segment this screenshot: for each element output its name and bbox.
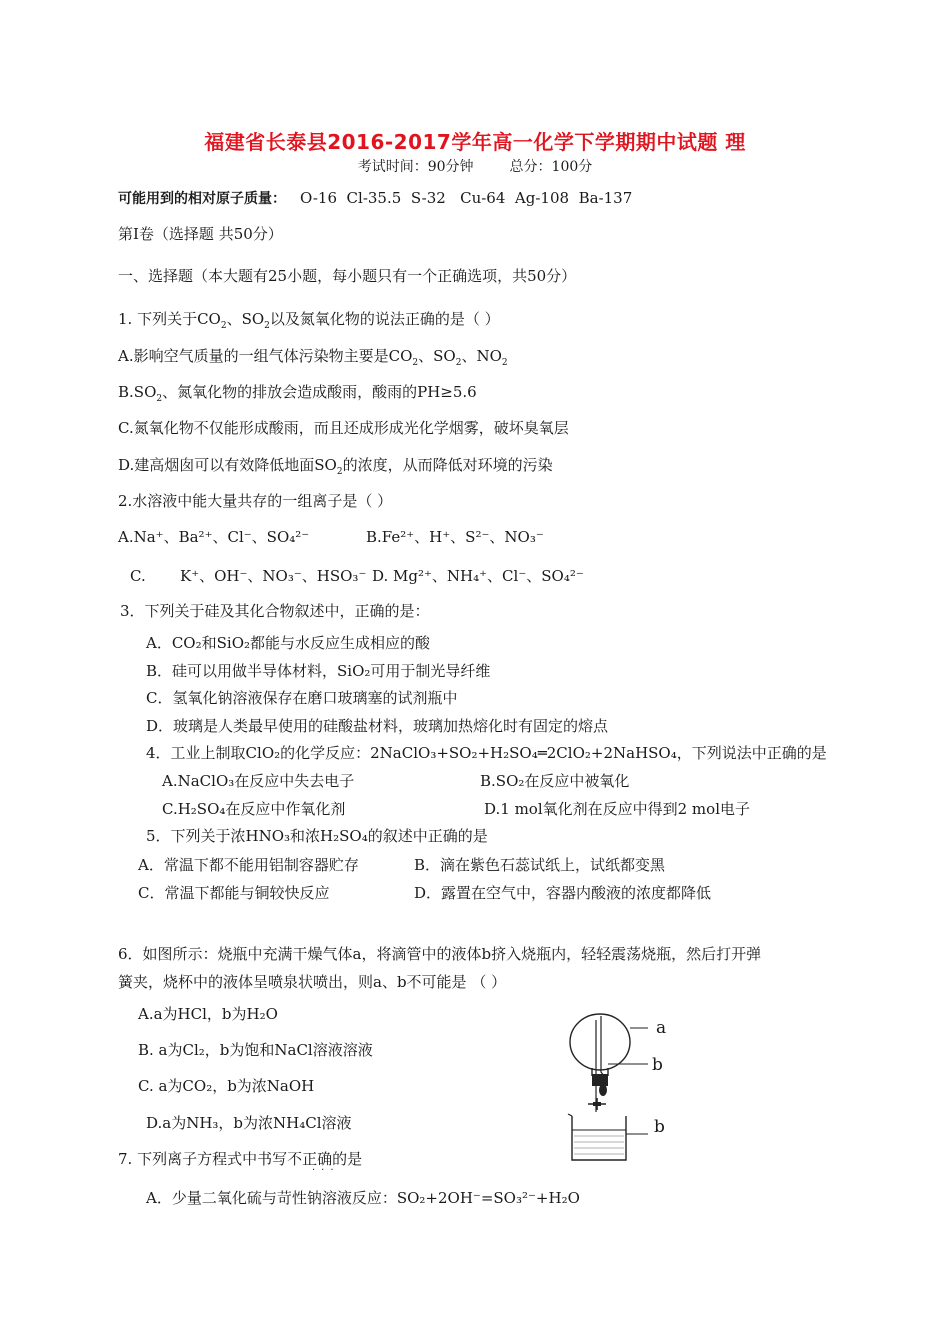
q1-option-a: A.影响空气质量的一组气体污染物主要是$CO_2$、$SO_2$、$NO_2$ [118, 347, 508, 368]
q5-option-a: A．常温下都不能用铝制容器贮存 [138, 856, 359, 874]
q2-option-d: D. Mg²⁺、NH₄⁺、Cl⁻、SO₄²⁻ [372, 567, 584, 585]
figure-label-b-beaker: b [654, 1117, 665, 1137]
volume-heading: 第Ⅰ卷（选择题 共50分） [118, 225, 283, 243]
q4-option-b: B.SO₂在反应中被氧化 [480, 772, 630, 790]
q3-stem: 3．下列关于硅及其化合物叙述中，正确的是： [120, 602, 430, 620]
q2-option-a: A.Na⁺、Ba²⁺、Cl⁻、SO₄²⁻ [118, 528, 310, 546]
q7-stem: 7. 下列离子方程式中书写不正确的是 [118, 1150, 363, 1168]
q6-option-d: D.a为NH₃，b为浓NH₄Cl溶液 [146, 1114, 352, 1132]
q1-option-d: D.建高烟囱可以有效降低地面$SO_2$的浓度，从而降低对环境的污染 [118, 456, 553, 477]
exam-title: 福建省长泰县2016-2017学年高一化学下学期期中试题 理 [204, 130, 746, 154]
q6-stem-line1: 6．如图所示：烧瓶中充满干燥气体a，将滴管中的液体b挤入烧瓶内，轻轻震荡烧瓶，然后打开弹 [118, 945, 762, 963]
atomic-mass-line [118, 188, 632, 209]
q4-stem: 4．工业上制取ClO₂的化学反应：2NaClO₃+SO₂+H₂SO₄═2ClO₂+2NaHSO₄，下列说法中正确的是 [146, 744, 827, 762]
exam-info [0, 156, 950, 176]
figure-label-b-dropper: b [652, 1055, 663, 1075]
q2-option-c-label: C. [130, 567, 146, 585]
total-score: 总分：100分 [509, 159, 593, 175]
q2-option-c: K⁺、OH⁻、NO₃⁻、HSO₃⁻ [180, 567, 367, 585]
q7-option-a: A．少量二氧化硫与苛性钠溶液反应：SO₂+2OH⁻=SO₃²⁻+H₂O [146, 1189, 580, 1207]
q5-option-b: B．滴在紫色石蕊试纸上，试纸都变黑 [414, 856, 666, 874]
q6-option-b: B. a为Cl₂，b为饱和NaCl溶液溶液 [138, 1041, 373, 1059]
q4-option-a: A.NaClO₃在反应中失去电子 [162, 772, 355, 790]
q1-option-c: C.氮氧化物不仅能形成酸雨，而且还成形成光化学烟雾，破坏臭氧层 [118, 419, 569, 437]
q5-option-d: D．露置在空气中，容器内酸液的浓度都降低 [414, 884, 712, 902]
q3-option-b: B．硅可以用做半导体材料，SiO₂可用于制光导纤维 [146, 662, 491, 680]
q6-option-a: A.a为HCl，b为H₂O [138, 1005, 278, 1023]
q6-stem-line2: 簧夹，烧杯中的液体呈喷泉状喷出，则a、b不可能是 （ ） [118, 973, 507, 991]
q4-option-d: D.1 mol氧化剂在反应中得到2 mol电子 [484, 800, 750, 818]
figure-label-a: a [656, 1018, 667, 1038]
part-heading: 一、选择题（本大题有25小题，每小题只有一个正确选项，共50分） [118, 267, 577, 285]
q1-stem: 1. 下列关于$CO_2$、$SO_2$以及氮氧化物的说法正确的是（ ） [118, 310, 500, 331]
q5-stem: 5．下列关于浓HNO₃和浓H₂SO₄的叙述中正确的是 [146, 827, 488, 845]
q3-option-d: D．玻璃是人类最早使用的硅酸盐材料，玻璃加热熔化时有固定的熔点 [146, 717, 609, 735]
emphasis-dots: ··· [312, 1165, 340, 1176]
q4-option-c: C.H₂SO₄在反应中作氧化剂 [162, 800, 346, 818]
q3-option-c: C．氢氧化钠溶液保存在磨口玻璃塞的试剂瓶中 [146, 689, 458, 707]
atomic-mass-label: 可能用到的相对原子质量： [118, 191, 286, 207]
q1-option-b: $B.SO_2$、氮氧化物的排放会造成酸雨，酸雨的PH≥5.6 [118, 383, 477, 404]
q3-option-a: A．CO₂和SiO₂都能与水反应生成相应的酸 [146, 634, 431, 652]
q6-option-c: C. a为CO₂，b为浓NaOH [138, 1077, 315, 1095]
atomic-mass-values: O-16 Cl-35.5 S-32 Cu-64 Ag-108 Ba-137 [300, 189, 633, 207]
q5-option-c: C．常温下都能与铜较快反应 [138, 884, 330, 902]
q2-option-b: B.Fe²⁺、H⁺、S²⁻、NO₃⁻ [366, 528, 544, 546]
q2-stem: 2.水溶液中能大量共存的一组离子是（ ） [118, 492, 393, 510]
exam-time: 考试时间：90分钟 [357, 159, 474, 175]
